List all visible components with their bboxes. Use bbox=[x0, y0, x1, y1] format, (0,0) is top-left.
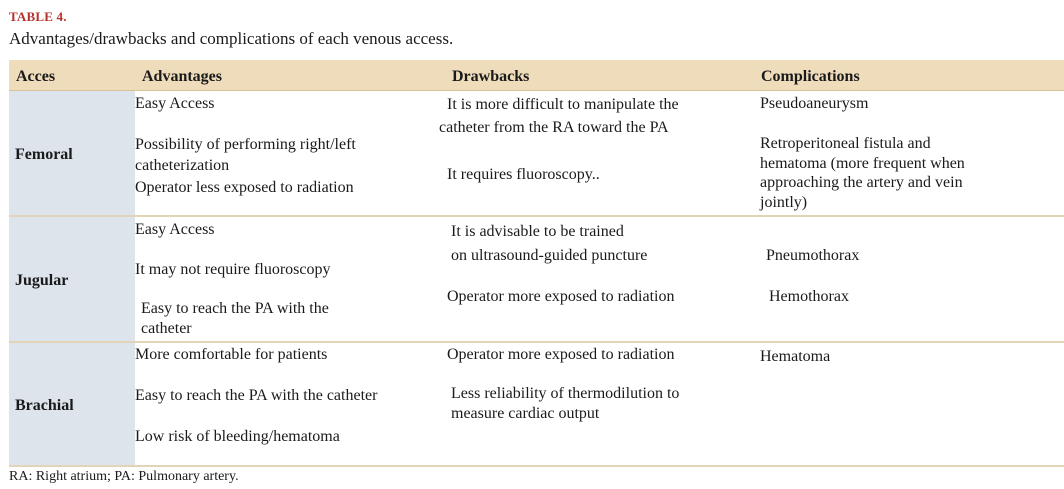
advantage-item: Low risk of bleeding/hematoma bbox=[135, 428, 340, 445]
drawback-item: It is advisable to be trained bbox=[451, 223, 624, 240]
table-caption: Advantages/drawbacks and complications of each venous access. bbox=[9, 29, 454, 48]
drawback-item: Operator more exposed to radiation bbox=[447, 346, 675, 363]
advantage-item: catheterization bbox=[135, 157, 230, 174]
table-label: TABLE 4. bbox=[9, 9, 67, 24]
row-divider bbox=[9, 341, 1064, 343]
complication-item: approaching the artery and vein bbox=[760, 174, 963, 191]
header-complications: Complications bbox=[761, 68, 860, 85]
advantage-item: Easy to reach the PA with the catheter bbox=[135, 387, 378, 404]
advantage-item: It may not require fluoroscopy bbox=[135, 261, 331, 278]
complication-item: Pneumothorax bbox=[766, 247, 860, 264]
advantage-item: Operator less exposed to radiation bbox=[135, 179, 354, 196]
drawback-item: catheter from the RA toward the PA bbox=[439, 119, 669, 136]
table-footnote: RA: Right atrium; PA: Pulmonary artery. bbox=[9, 469, 239, 484]
table-bottom-rule bbox=[9, 465, 1064, 467]
complication-item: Hemothorax bbox=[769, 288, 849, 305]
advantage-item: More comfortable for patients bbox=[135, 346, 328, 363]
drawback-item: on ultrasound-guided puncture bbox=[451, 247, 648, 264]
advantage-item: Easy to reach the PA with the bbox=[141, 300, 329, 317]
header-drawbacks: Drawbacks bbox=[452, 68, 530, 85]
advantage-item: catheter bbox=[141, 320, 192, 337]
complication-item: Retroperitoneal fistula and bbox=[760, 135, 931, 152]
drawback-item: measure cardiac output bbox=[451, 405, 600, 422]
advantage-item: Possibility of performing right/left bbox=[135, 136, 356, 153]
drawback-item: It is more difficult to manipulate the bbox=[447, 96, 679, 113]
row-divider bbox=[9, 215, 1064, 217]
complication-item: hematoma (more frequent when bbox=[760, 155, 965, 172]
access-name-brachial: Brachial bbox=[15, 397, 74, 414]
drawback-item: Operator more exposed to radiation bbox=[447, 288, 675, 305]
header-access: Acces bbox=[16, 68, 56, 85]
complication-item: Hematoma bbox=[760, 348, 831, 365]
advantage-item: Easy Access bbox=[135, 95, 215, 112]
drawback-item: It requires fluoroscopy.. bbox=[447, 166, 600, 183]
complication-item: Pseudoaneurysm bbox=[760, 95, 869, 112]
complication-item: jointly) bbox=[760, 194, 808, 211]
header-advantages: Advantages bbox=[142, 68, 223, 85]
access-name-femoral: Femoral bbox=[15, 146, 73, 163]
access-name-jugular: Jugular bbox=[15, 272, 69, 289]
drawback-item: Less reliability of thermodilution to bbox=[451, 385, 680, 402]
header-row bbox=[9, 60, 1064, 91]
advantage-item: Easy Access bbox=[135, 221, 215, 238]
